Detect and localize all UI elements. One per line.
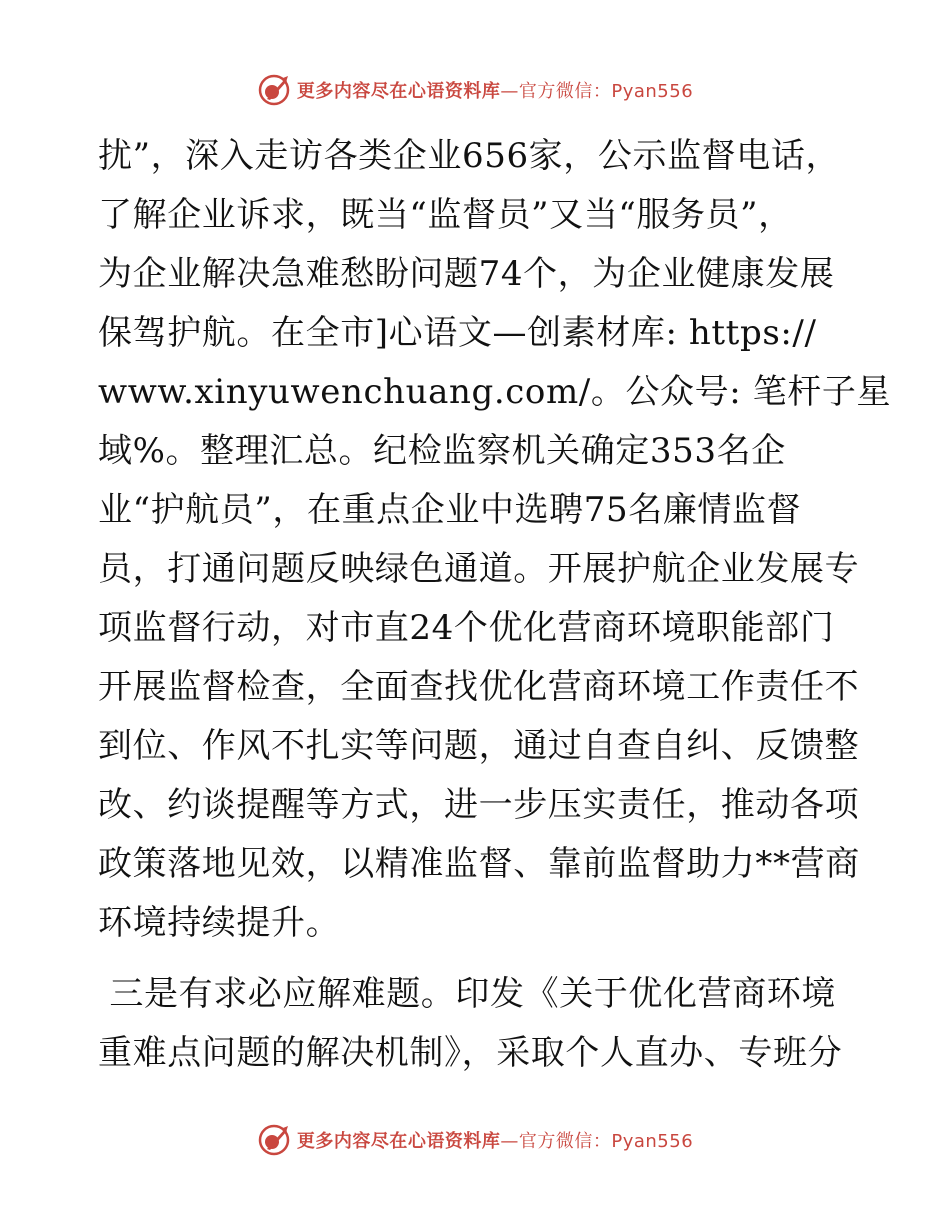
header-banner-text	[297, 77, 693, 103]
text-line: 员，打通问题反映绿色通道。开展护航企业发展专	[98, 549, 860, 589]
footer-banner-bold: 更多内容尽在心语资料库	[296, 1131, 501, 1152]
header-banner	[0, 70, 950, 110]
text-line: 保驾护航。在全市]心语文—创素材库: https://	[98, 313, 817, 353]
text-line: 三是有求必应解难题。印发《关于优化营商环境	[98, 974, 837, 1014]
text-line: 项监督行动，对市直24个优化营商环境职能部门	[98, 608, 835, 648]
header-banner-bold: 更多内容尽在心语资料库	[296, 81, 501, 102]
footer-banner-light: —官方微信：Pyan556	[500, 1131, 694, 1152]
text-line: 业“护航员”，在重点企业中选聘75名廉情监督	[98, 490, 802, 530]
text-line: 域%。整理汇总。纪检监察机关确定353名企	[98, 431, 786, 471]
text-line: 环境持续提升。	[98, 903, 341, 943]
footer-banner-text	[297, 1127, 693, 1153]
quill-pen-logo-icon	[257, 1123, 291, 1157]
footer-banner	[0, 1120, 950, 1160]
text-line: 改、约谈提醒等方式，进一步压实责任，推动各项	[98, 785, 860, 825]
text-line: 政策落地见效，以精准监督、靠前监督助力**营商	[98, 844, 860, 884]
text-line: 到位、作风不扎实等问题，通过自查自纠、反馈整	[98, 726, 860, 766]
paragraph-1	[98, 127, 892, 953]
text-line: 扰”，深入走访各类企业656家，公示监督电话，	[98, 136, 841, 176]
text-line: 为企业解决急难愁盼问题74个，为企业健康发展	[98, 254, 835, 294]
text-line: 开展监督检查，全面查找优化营商环境工作责任不	[98, 667, 860, 707]
text-line: 了解企业诉求，既当“监督员”又当“服务员”，	[98, 195, 793, 235]
header-banner-light: —官方微信：Pyan556	[500, 81, 694, 102]
text-line: www.xinyuwenchuang.com/。公众号: 笔杆子星	[98, 372, 892, 412]
quill-pen-logo-icon	[257, 73, 291, 107]
paragraph-spacer	[98, 953, 858, 965]
paragraph-2	[98, 965, 858, 1083]
text-line: 重难点问题的解决机制》，采取个人直办、专班分	[98, 1033, 843, 1073]
document-body	[98, 127, 892, 1083]
